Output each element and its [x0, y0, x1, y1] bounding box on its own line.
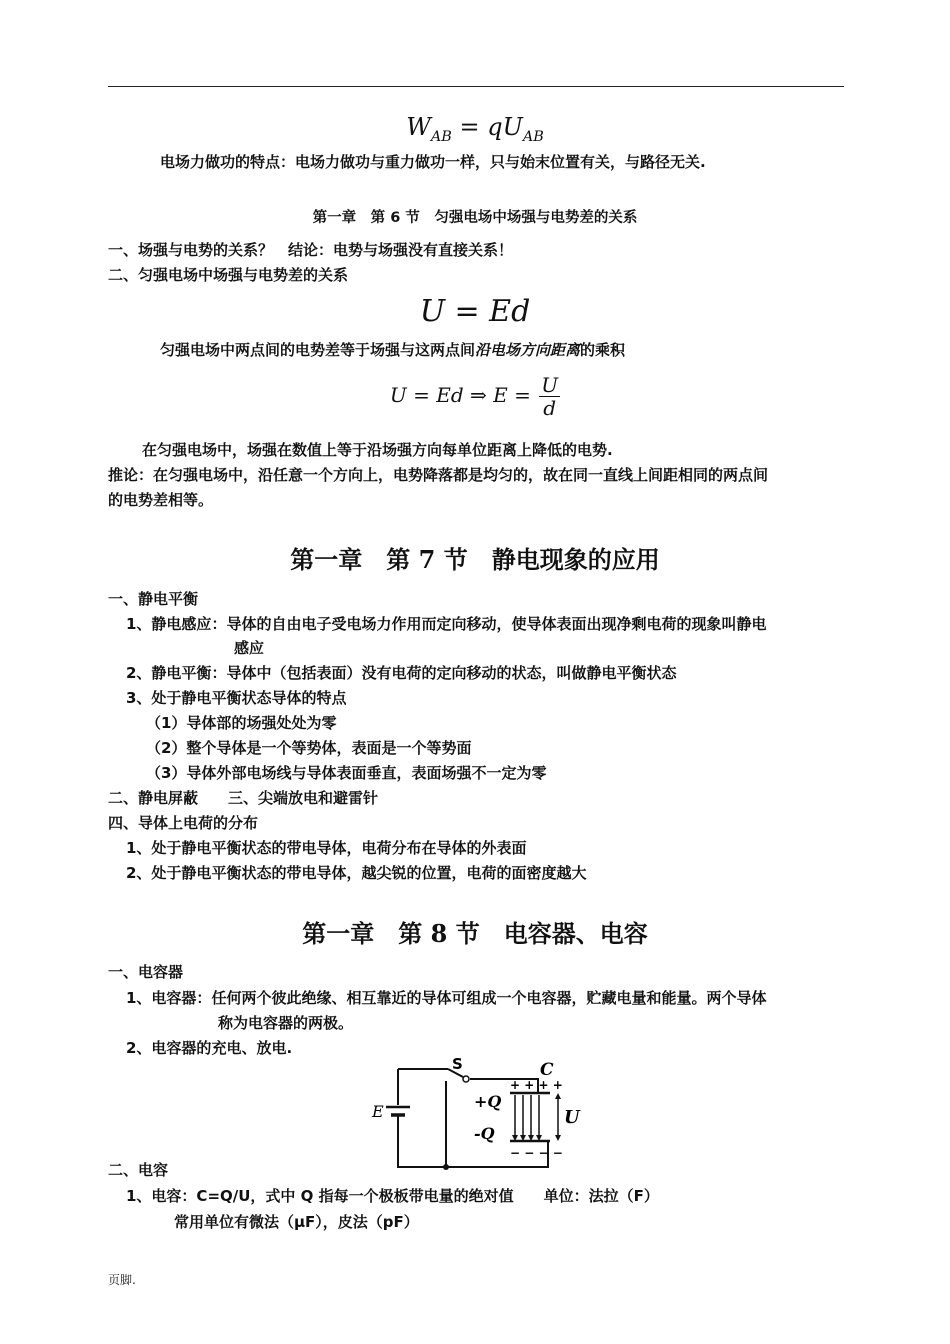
section6-desc: 匀强电场中两点间的电势差等于场强与这两点间沿电场方向距离的乘积: [160, 341, 626, 359]
formula-u-ed: U = Ed: [419, 294, 531, 329]
formula-work: $W_{AB} = qU_{AB}$: [406, 113, 544, 145]
battery-label: E: [372, 1102, 384, 1121]
section8-line: 1、电容器：任何两个彼此绝缘、相互靠近的导体可组成一个电容器，贮藏电量和能量。两个导体: [126, 989, 767, 1007]
section7-title: 第一章 第 7 节 静电现象的应用: [290, 545, 660, 574]
emphasis-text: 沿电场方向距离: [475, 341, 581, 359]
fraction: $\frac{U}{d}$: [541, 373, 559, 420]
switch-label: S: [452, 1055, 463, 1073]
negative-charge-label: -Q: [474, 1124, 495, 1143]
section8-line: 称为电容器的两极。: [218, 1014, 354, 1032]
field-work-text: 电场力做功的特点：电场力做功与重力做功一样，只与始末位置有关，与路径无关.: [160, 153, 706, 171]
section8-line: 一、电容器: [108, 963, 184, 981]
section7-line: 3、处于静电平衡状态导体的特点: [126, 689, 347, 707]
section7-line: （3）导体外部电场线与导体表面垂直，表面场强不一定为零: [146, 764, 547, 782]
section7-line: 1、静电感应：导体的自由电子受电场力作用而定向移动，使导体表面出现净剩电荷的现象叫静电: [126, 615, 767, 633]
junction-dot: [443, 1164, 449, 1170]
section6-inference-line1: 推论：在匀强电场中，沿任意一个方向上，电势降落都是均匀的，故在同一直线上间距相同的两点间: [108, 466, 769, 484]
section7-line: 2、静电平衡：导体中（包括表面）没有电荷的定向移动的状态，叫做静电平衡状态: [126, 664, 677, 682]
section6-title: 第一章 第 6 节 匀强电场中场强与电势差的关系: [312, 210, 638, 226]
section7-line: 一、静电平衡: [108, 590, 199, 608]
section7-line: （1）导体部的场强处处为零: [146, 714, 337, 732]
section8-line: 1、电容：C=Q/U，式中 Q 指每一个极板带电量的绝对值 单位：法拉（F）: [126, 1187, 659, 1205]
section6-inference-line2: 的电势差相等。: [108, 491, 214, 509]
voltage-label: U: [564, 1107, 580, 1128]
page-footer: 页脚.: [108, 1273, 136, 1287]
section8-line: 2、电容器的充电、放电.: [126, 1039, 293, 1057]
section6-item2: 二、匀强电场中场强与电势差的关系: [108, 266, 349, 284]
capacitor-label: C: [540, 1060, 554, 1080]
formula-e: U = Ed ⇒ E = $\frac{U}{d}$: [389, 373, 559, 420]
section8-title: 第一章 第 8 节 电容器、电容: [302, 919, 648, 948]
positive-charge-label: +Q: [474, 1092, 502, 1111]
minus-signs: − − − −: [510, 1146, 563, 1160]
section7-line: 2、处于静电平衡状态的带电导体，越尖锐的位置，电荷的面密度越大: [126, 864, 587, 882]
section8-line: 常用单位有微法（μF），皮法（pF）: [174, 1213, 419, 1231]
section7-line: 1、处于静电平衡状态的带电导体，电荷分布在导体的外表面: [126, 839, 527, 857]
plus-signs: + + + +: [510, 1078, 563, 1092]
section7-line: （2）整个导体是一个等势体，表面是一个等势面: [146, 739, 472, 757]
section8-line: 二、电容: [108, 1161, 169, 1179]
section7-line: 二、静电屏蔽 三、尖端放电和避雷针: [108, 789, 379, 807]
header-rule: [108, 86, 844, 87]
switch-contact: [463, 1076, 469, 1082]
section6-item1: 一、场强与电势的关系？ 结论：电势与场强没有直接关系！: [108, 241, 514, 259]
section7-line: 四、导体上电荷的分布: [108, 814, 259, 832]
section6-note: 在匀强电场中，场强在数值上等于沿场强方向每单位距离上降低的电势.: [142, 441, 613, 459]
capacitor-circuit-diagram: [360, 1055, 590, 1175]
section7-line: 感应: [234, 639, 265, 657]
